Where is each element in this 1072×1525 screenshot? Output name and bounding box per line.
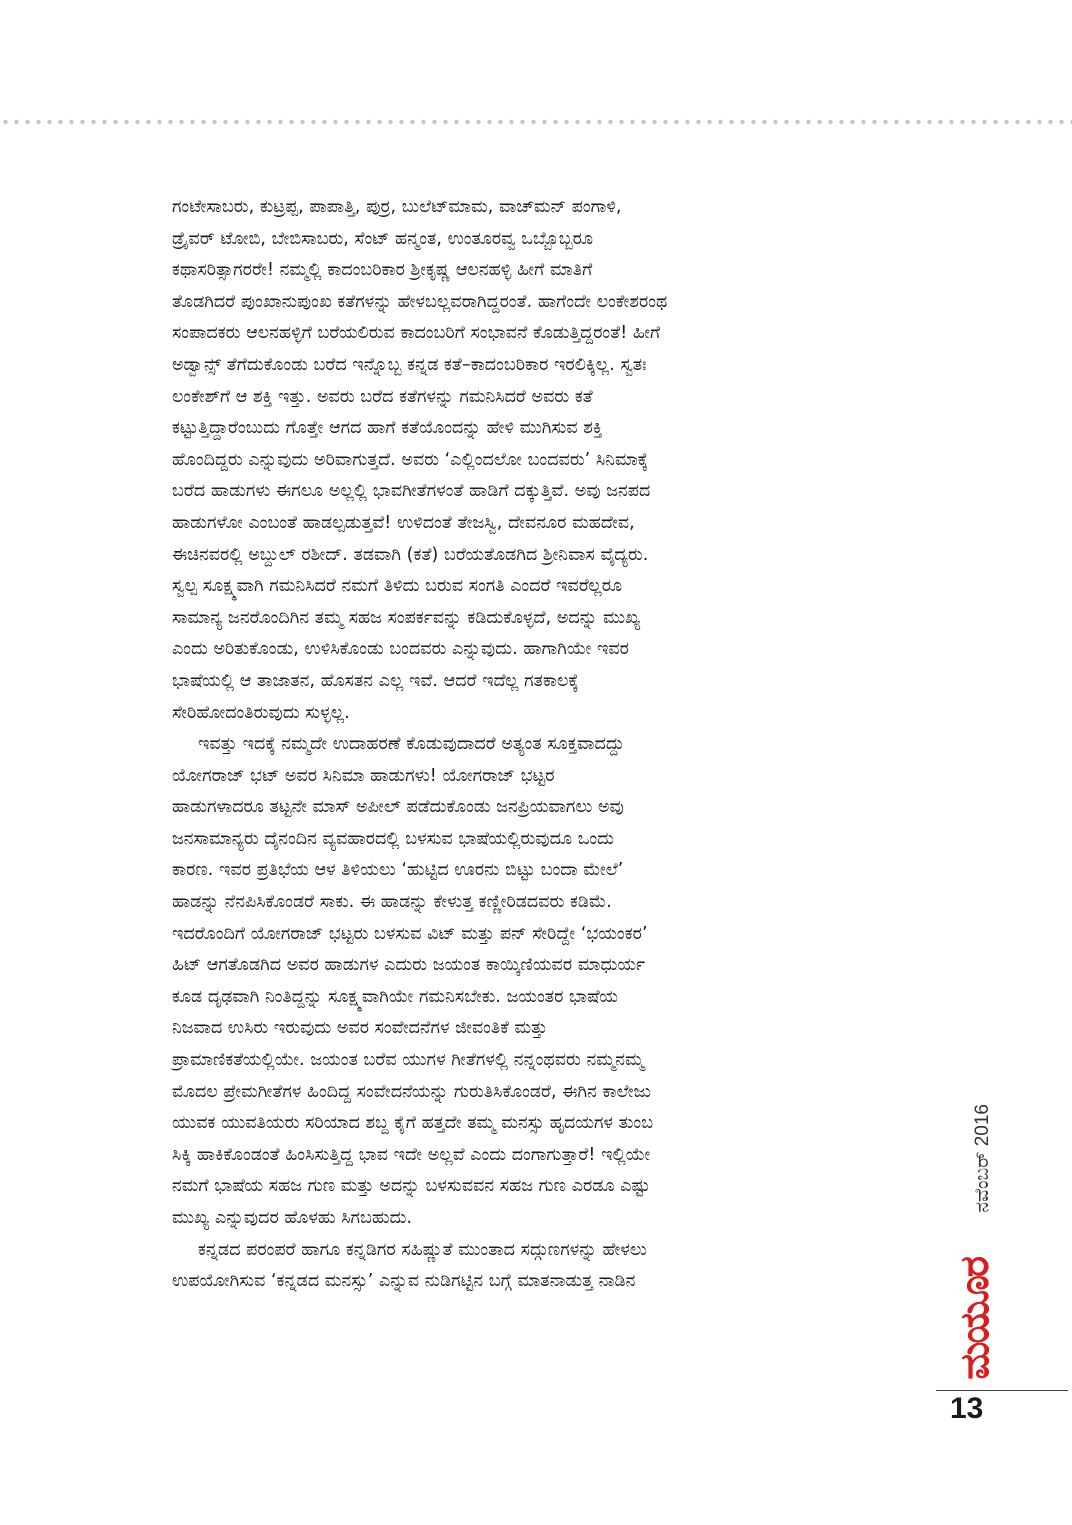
article-line: ಮುಖ್ಯ ಎನ್ನುವುದರ ಹೊಳಹು ಸಿಗಬಹುದು. xyxy=(172,1208,413,1228)
article-line: ಹೊಂದಿದ್ದರು ಎನ್ನುವುದು ಅರಿವಾಗುತ್ತದೆ. ಅವರು ‘ಎಲ್ಲಿಂದಲೋ ಬಂದವರು’ ಸಿನಿಮಾಕ್ಕೆ xyxy=(172,449,649,470)
article-line: ಯುವಕ ಯುವತಿಯರು ಸರಿಯಾದ ಶಬ್ದ ಕೈಗೆ ಹತ್ತದೇ ತಮ್ಮ ಮನಸ್ಸು ಹೃದಯಗಳ ತುಂಬ xyxy=(172,1113,654,1134)
footer-divider xyxy=(936,1390,1068,1391)
article-line: ಜನಸಾಮಾನ್ಯರು ದೈನಂದಿನ ವ್ಯವಹಾರದಲ್ಲಿ ಬಳಸುವ ಭಾಷೆಯಲ್ಲಿರುವುದೂ ಒಂದು xyxy=(172,828,615,849)
article-line: ಡ್ರೈವರ್ ಟೋಬಿ, ಬೇಬಿಸಾಬರು, ಸೆಂಟ್ ಹನ್ಮಂತ, ಉಂತೂರವ್ವ ಒಬ್ಬೊಬ್ಬರೂ xyxy=(172,228,594,249)
article-line: ಸಾಮಾನ್ಯ ಜನರೊಂದಿಗಿನ ತಮ್ಮ ಸಹಜ ಸಂಪರ್ಕವನ್ನು ಕಡಿದುಕೊಳ್ಳದೆ, ಅದನ್ನು ಮುಖ್ಯ xyxy=(172,607,641,628)
article-line: ಕಟ್ಟುತ್ತಿದ್ದಾರೆಂಬುದು ಗೊತ್ತೇ ಆಗದ ಹಾಗೆ ಕತೆಯೊಂದನ್ನು ಹೇಳಿ ಮುಗಿಸುವ ಶಕ್ತಿ xyxy=(172,418,603,439)
article-line: ಭಾಷೆಯಲ್ಲಿ ಆ ತಾಜಾತನ, ಹೊಸತನ ಎಲ್ಲ ಇವೆ. ಆದರೆ ಇದೆಲ್ಲ ಗತಕಾಲಕ್ಕೆ xyxy=(172,670,579,691)
article-line: ಎಂದು ಅರಿತುಕೊಂಡು, ಉಳಿಸಿಕೊಂಡು ಬಂದವರು ಎನ್ನುವುದು. ಹಾಗಾಗಿಯೇ ಇವರ xyxy=(172,639,629,660)
article-line: ಲಂಕೇಶ್‌ಗೆ ಆ ಶಕ್ತಿ ಇತ್ತು. ಅವರು ಬರೆದ ಕತೆಗಳನ್ನು ಗಮನಿಸಿದರೆ ಅವರು ಕತೆ xyxy=(172,386,593,407)
article-line: ಅಡ್ವಾನ್ಸ್ ತೆಗೆದುಕೊಂಡು ಬರೆದ ಇನ್ನೊಬ್ಬ ಕನ್ನಡ ಕತೆ–ಕಾದಂಬರಿಕಾರ ಇರಲಿಕ್ಕಿಲ್ಲ. ಸ್ವತಃ xyxy=(172,354,647,375)
magazine-logo: ಮಯೂರ xyxy=(952,1258,998,1380)
dotted-header-rule xyxy=(0,118,1072,126)
article-line: ಹಿಟ್ ಆಗತೊಡಗಿದ ಅವರ ಹಾಡುಗಳ ಎದುರು ಜಯಂತ ಕಾಯ್ಕಿಣಿಯವರ ಮಾಧುರ್ಯ xyxy=(172,955,646,976)
article-line: ನಮಗೆ ಭಾಷೆಯ ಸಹಜ ಗುಣ ಮತ್ತು ಅದನ್ನು ಬಳಸುವವನ ಸಹಜ ಗುಣ ಎರಡೂ ಎಷ್ಟು xyxy=(172,1176,651,1197)
article-line: ತೊಡಗಿದರೆ ಪುಂಖಾನುಪುಂಖ ಕತೆಗಳನ್ನು ಹೇಳಬಲ್ಲವರಾಗಿದ್ದರಂತೆ. ಹಾಗೆಂದೇ ಲಂಕೇಶರಂಥ xyxy=(172,291,668,312)
article-line: ಸೇರಿಹೋದಂತಿರುವುದು ಸುಳ್ಳಲ್ಲ. xyxy=(172,702,350,723)
page-number: 13 xyxy=(950,1392,984,1425)
article-line: ಸಿಕ್ಕಿ ಹಾಕಿಕೊಂಡಂತೆ ಹಿಂಸಿಸುತ್ತಿದ್ದ ಭಾವ ಇದೇ ಅಲ್ಲವೆ ಎಂದು ದಂಗಾಗುತ್ತಾರೆ! ಇಲ್ಲಿಯೇ xyxy=(172,1144,651,1165)
article-line: ನಿಜವಾದ ಉಸಿರು ಇರುವುದು ಅವರ ಸಂವೇದನೆಗಳ ಜೀವಂತಿಕೆ ಮತ್ತು xyxy=(172,1018,548,1039)
article-line: ಯೋಗರಾಜ್ ಭಟ್ ಅವರ ಸಿನಿಮಾ ಹಾಡುಗಳು! ಯೋಗರಾಜ್ ಭಟ್ಟರ xyxy=(172,765,555,786)
article-line: ಪ್ರಾಮಾಣಿಕತೆಯಲ್ಲಿಯೇ. ಜಯಂತ ಬರೆವ ಯುಗಳ ಗೀತೆಗಳಲ್ಲಿ ನನ್ನಂಥವರು ನಮ್ಮನಮ್ಮ xyxy=(172,1050,644,1071)
paragraph-start-line: ಇವತ್ತು ಇದಕ್ಕೆ ನಮ್ಮದೇ ಉದಾಹರಣೆ ಕೊಡುವುದಾದರೆ ಅತ್ಯಂತ ಸೂಕ್ತವಾದದ್ದು xyxy=(198,734,625,755)
article-line: ಕಥಾಸರಿತ್ಸಾಗರರೇ! ನಮ್ಮಲ್ಲಿ ಕಾದಂಬರಿಕಾರ ಶ್ರೀಕೃಷ್ಣ ಆಲನಹಳ್ಳಿ ಹೀಗೆ ಮಾತಿಗೆ xyxy=(172,260,593,281)
issue-date: ನವೆಂಬರ್ 2016 xyxy=(972,1104,993,1213)
article-line: ಕೂಡ ದೃಢವಾಗಿ ನಿಂತಿದ್ದನ್ನು ಸೂಕ್ಷ್ಮವಾಗಿಯೇ ಗಮನಿಸಬೇಕು. ಜಯಂತರ ಭಾಷೆಯ xyxy=(172,986,618,1007)
article-line: ಇದರೊಂದಿಗೆ ಯೋಗರಾಜ್ ಭಟ್ಟರು ಬಳಸುವ ವಿಟ್ ಮತ್ತು ಪನ್ ಸೇರಿದ್ದೇ ‘ಭಯಂಕರ’ xyxy=(172,923,648,944)
article-line: ಹಾಡುಗಳೋ ಎಂಬಂತೆ ಹಾಡಲ್ಪಡುತ್ತವೆ! ಉಳಿದಂತೆ ತೇಜಸ್ವಿ, ದೇವನೂರ ಮಹದೇವ, xyxy=(172,512,635,533)
article-line: ಈಚಿನವರಲ್ಲಿ ಅಬ್ದುಲ್ ರಶೀದ್. ತಡವಾಗಿ (ಕತೆ) ಬರೆಯತೊಡಗಿದ ಶ್ರೀನಿವಾಸ ವೈದ್ಯರು. xyxy=(172,544,649,565)
article-line: ಹಾಡನ್ನು ನೆನಪಿಸಿಕೊಂಡರೆ ಸಾಕು. ಈ ಹಾಡನ್ನು ಕೇಳುತ್ತ ಕಣ್ಣೀರಿಡದವರು ಕಡಿಮೆ. xyxy=(172,892,612,913)
article-line: ಕಾರಣ. ಇವರ ಪ್ರತಿಭೆಯ ಆಳ ತಿಳಿಯಲು ‘ಹುಟ್ಟಿದ ಊರನು ಬಿಟ್ಟು ಬಂದಾ ಮೇಲೆ’ xyxy=(172,860,624,881)
article-line: ಸಂಪಾದಕರು ಆಲನಹಳ್ಳಿಗೆ ಬರೆಯಲಿರುವ ಕಾದಂಬರಿಗೆ ಸಂಭಾವನೆ ಕೊಡುತ್ತಿದ್ದರಂತೆ! ಹೀಗೆ xyxy=(172,323,661,344)
article-line: ಉಪಯೋಗಿಸುವ ‘ಕನ್ನಡದ ಮನಸ್ಸು’ ಎನ್ನುವ ನುಡಿಗಟ್ಟಿನ ಬಗ್ಗೆ ಮಾತನಾಡುತ್ತ ನಾಡಿನ xyxy=(172,1271,636,1292)
paragraph-start-line: ಕನ್ನಡದ ಪರಂಪರೆ ಹಾಗೂ ಕನ್ನಡಿಗರ ಸಹಿಷ್ಣುತೆ ಮುಂತಾದ ಸದ್ಗುಣಗಳನ್ನು ಹೇಳಲು xyxy=(198,1239,647,1260)
article-body xyxy=(172,192,917,1298)
article-line: ಗಂಟೇಸಾಬರು, ಕುಟ್ರಪ್ಪ, ಪಾಪಾತ್ತಿ, ಪುರ್‍ರ, ಬುಲೆಟ್‌ಮಾಮ, ವಾಚ್‌ಮನ್ ಪಂಗಾಳಿ, xyxy=(172,197,622,217)
article-line: ಸ್ವಲ್ಪ ಸೂಕ್ಷ್ಮವಾಗಿ ಗಮನಿಸಿದರೆ ನಮಗೆ ತಿಳಿದು ಬರುವ ಸಂಗತಿ ಎಂದರೆ ಇವರೆಲ್ಲರೂ xyxy=(172,576,623,597)
article-line: ಮೊದಲ ಪ್ರೇಮಗೀತೆಗಳ ಹಿಂದಿದ್ದ ಸಂವೇದನೆಯನ್ನು ಗುರುತಿಸಿಕೊಂಡರೆ, ಈಗಿನ ಕಾಲೇಜು xyxy=(172,1081,651,1102)
article-line: ಬರೆದ ಹಾಡುಗಳು ಈಗಲೂ ಅಲ್ಲಲ್ಲಿ ಭಾವಗೀತೆಗಳಂತೆ ಹಾಡಿಗೆ ದಕ್ಕುತ್ತಿವೆ. ಅವು ಜನಪದ xyxy=(172,481,651,502)
article-line: ಹಾಡುಗಳಾದರೂ ತಟ್ಟನೇ ಮಾಸ್ ಅಪೀಲ್ ಪಡೆದುಕೊಂಡು ಜನಪ್ರಿಯವಾಗಲು ಅವು xyxy=(172,797,624,818)
